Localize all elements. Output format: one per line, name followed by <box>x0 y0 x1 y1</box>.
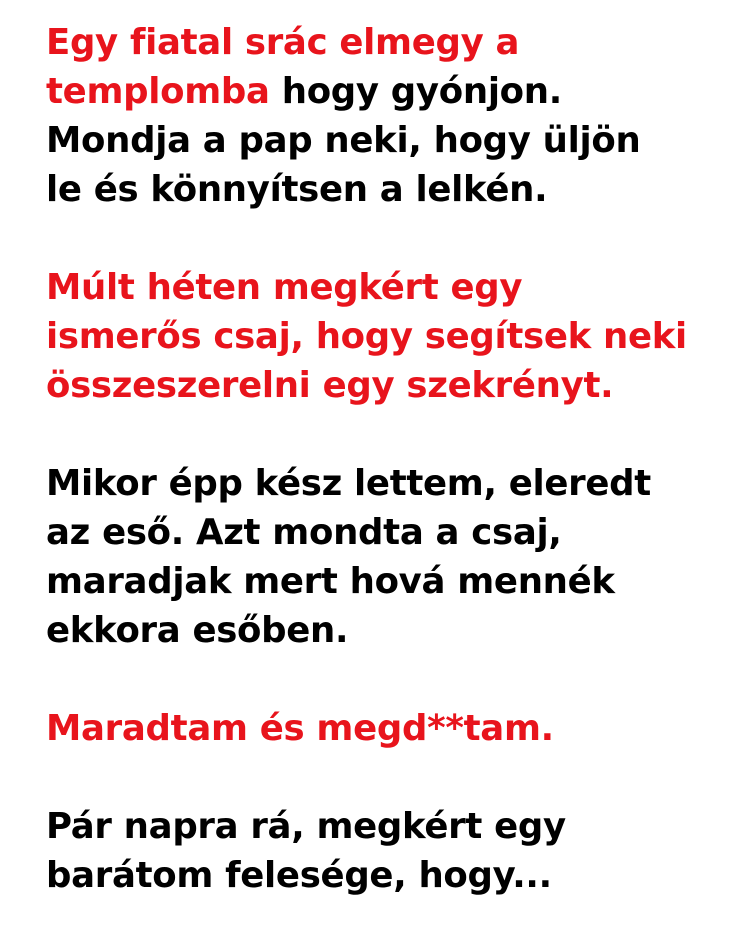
paragraph-rain <box>46 459 726 655</box>
intro-line-4: le és könnyítsen a lelkén. <box>46 169 548 210</box>
rain-line-3: maradjak mert hová mennék <box>46 561 615 602</box>
paragraph-confession-1 <box>46 263 726 410</box>
confession-1-line-1: Múlt héten megkért egy <box>46 267 523 308</box>
intro-highlight-1: Egy fiatal srác elmegy a <box>46 22 520 63</box>
intro-highlight-2: templomba <box>46 71 270 112</box>
intro-line-2 <box>46 67 726 116</box>
cliffhanger-line-1: Pár napra rá, megkért egy <box>46 806 566 847</box>
paragraph-cliffhanger <box>46 802 726 900</box>
rain-line-1: Mikor épp kész lettem, eleredt <box>46 463 651 504</box>
paragraph-gap <box>46 410 726 459</box>
paragraph-gap <box>46 214 726 263</box>
punchline-line-1: Maradtam és megd**tam. <box>46 708 554 749</box>
rain-line-4: ekkora esőben. <box>46 610 349 651</box>
paragraph-punchline <box>46 704 726 753</box>
story-text <box>46 18 726 900</box>
rain-line-2: az eső. Azt mondta a csaj, <box>46 512 562 553</box>
intro-text-2: hogy gyónjon. <box>269 71 562 112</box>
cliffhanger-line-2: barátom felesége, hogy... <box>46 855 552 896</box>
intro-line-1 <box>46 18 726 67</box>
confession-1-line-3: összeszerelni egy szekrényt. <box>46 365 614 406</box>
confession-1-line-2: ismerős csaj, hogy segítsek neki <box>46 316 687 357</box>
paragraph-gap <box>46 753 726 802</box>
paragraph-gap <box>46 655 726 704</box>
intro-line-3: Mondja a pap neki, hogy üljön <box>46 120 641 161</box>
paragraph-intro <box>46 18 726 214</box>
